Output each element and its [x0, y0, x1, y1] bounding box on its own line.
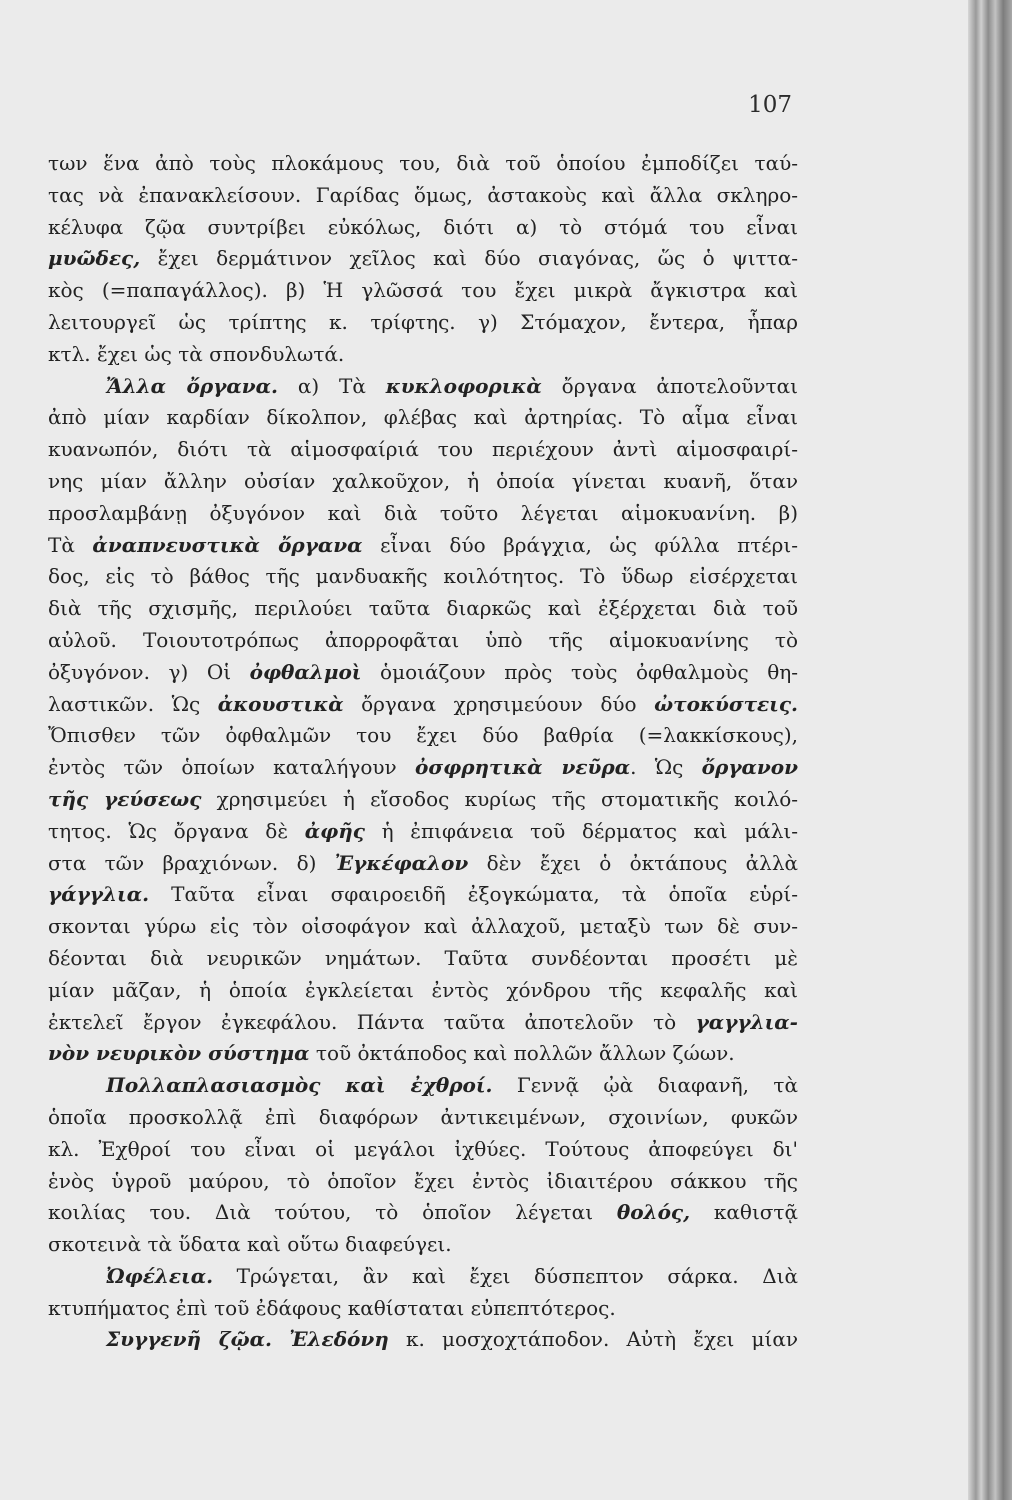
text-run: ἐντὸς τῶν ὁποίων καταλήγουν: [48, 755, 416, 780]
emphasis-term: Ἐγκέφαλον: [334, 850, 469, 875]
text-line: [48, 1261, 798, 1293]
text-run: δέονται διὰ νευρικῶν νημάτων. Ταῦτα συνδέονται προσέτι μὲ: [48, 945, 798, 970]
text-run: λειτουργεῖ ὡς τρίπτης κ. τρίφτης. γ) Στόμαχον, ἔντερα, ἧπαρ: [48, 309, 798, 334]
text-line: [48, 1324, 798, 1356]
emphasis-term: ὠτοκύστεις.: [654, 691, 798, 716]
text-run: δὲν ἔχει ὁ ὀκτάπους ἀλλὰ: [468, 850, 798, 875]
emphasis-term: κυκλοφορικὰ: [385, 373, 542, 398]
text-line: [48, 1197, 798, 1229]
text-run: τητος. Ὡς ὄργανα δὲ: [48, 818, 305, 843]
text-line: [48, 434, 798, 466]
text-line: [48, 275, 798, 307]
text-run: τας νὰ ἐπανακλείσουν. Γαρίδας ὅμως, ἀστακοὺς καὶ ἄλλα σκληρο-: [48, 182, 798, 207]
text-run: κοιλίας του. Διὰ τούτου, τὸ ὁποῖον λέγεται: [48, 1200, 617, 1225]
text-run: κτλ. ἔχει ὡς τὰ σπονδυλωτά.: [48, 341, 345, 366]
text-line: [48, 339, 798, 371]
text-line: [48, 1293, 798, 1325]
text-run: σκοτεινὰ τὰ ὕδατα καὶ οὕτω διαφεύγει.: [48, 1232, 452, 1257]
emphasis-term: τῆς γεύσεως: [48, 786, 202, 811]
text-line: [48, 1102, 798, 1134]
text-run: ἡ ἐπιφάνεια τοῦ δέρματος καὶ μάλι-: [364, 818, 798, 843]
emphasis-term: νὸν νευρικὸν σύστημα: [48, 1041, 310, 1066]
text-run: τοῦ ὀκτάποδος καὶ πολλῶν ἄλλων ζώων.: [309, 1041, 735, 1066]
text-run: κὸς (=παπαγάλλος). β) Ἡ γλῶσσά του ἔχει μικρὰ ἄγκιστρα καὶ: [48, 278, 798, 303]
emphasis-term: ἀναπνευστικὰ ὄργανα: [92, 532, 363, 557]
text-run: νης μίαν ἄλλην οὐσίαν χαλκοῦχον, ἡ ὁποία γίνεται κυανῆ, ὅταν: [48, 468, 798, 493]
text-line: [48, 402, 798, 434]
text-run: α) Τὰ: [278, 373, 386, 398]
text-run: ἀπὸ μίαν καρδίαν δίκολπον, φλέβας καὶ ἀρτηρίας. Τὸ αἷμα εἶναι: [48, 405, 798, 430]
text-run: σκονται γύρω εἰς τὸν οἰσοφάγον καὶ ἀλλαχοῦ, μεταξὺ των δὲ συν-: [48, 914, 798, 939]
page-edge: [968, 0, 1012, 1500]
text-run: [272, 1327, 289, 1351]
emphasis-term: Ὠφέλεια.: [106, 1263, 214, 1288]
text-line: [48, 1070, 798, 1102]
text-line: [48, 243, 798, 275]
text-line: [48, 657, 798, 689]
page-number: 107: [748, 92, 792, 118]
text-run: ἑνὸς ὑγροῦ μαύρου, τὸ ὁποῖον ἔχει ἐντὸς ἰδιαιτέρου σάκκου τῆς: [48, 1168, 798, 1193]
text-run: δος, εἰς τὸ βάθος τῆς μανδυακῆς κοιλότητος. Τὸ ὕδωρ εἰσέρχεται: [48, 564, 798, 589]
text-run: ὄργανα ἀποτελοῦνται: [541, 373, 798, 398]
text-line: [48, 816, 798, 848]
text-line: [48, 943, 798, 975]
text-run: Ὄπισθεν τῶν ὀφθαλμῶν του ἔχει δύο βαθρία (=λακκίσκους),: [48, 723, 798, 748]
emphasis-term: θολός,: [616, 1200, 691, 1225]
emphasis-term: Ἄλλα ὄργανα.: [106, 373, 279, 398]
text-run: καθιστᾷ: [690, 1200, 798, 1225]
text-run: λαστικῶν. Ὡς: [48, 691, 218, 716]
text-line: [48, 561, 798, 593]
text-run: Τὰ: [48, 532, 93, 557]
text-line: [48, 848, 798, 880]
text-line: [48, 180, 798, 212]
text-line: [48, 1038, 798, 1070]
text-run: ἔχει δερμάτινον χεῖλος καὶ δύο σιαγόνας, ὥς ὁ ψιττα-: [140, 246, 798, 271]
text-run: διὰ τῆς σχισμῆς, περιλούει ταῦτα διαρκῶς καὶ ἐξέρχεται διὰ τοῦ: [48, 596, 798, 621]
emphasis-term: γάγγλια.: [48, 882, 150, 907]
emphasis-term: Ἐλεδόνη: [289, 1327, 389, 1352]
text-line: [48, 784, 798, 816]
text-line: [48, 148, 798, 180]
text-line: [48, 752, 798, 784]
text-line: [48, 593, 798, 625]
text-run: στα τῶν βραχιόνων. δ): [48, 850, 335, 875]
text-line: [48, 466, 798, 498]
text-run: Τρώγεται, ἂν καὶ ἔχει δύσπεπτον σάρκα. Διὰ: [213, 1263, 798, 1288]
text-run: ὄργανα χρησιμεύουν δύο: [343, 691, 655, 716]
text-run: των ἕνα ἀπὸ τοὺς πλοκάμους του, διὰ τοῦ ὁποίου ἐμποδίζει ταύ-: [48, 151, 798, 175]
text-run: προσλαμβάνῃ ὀξυγόνον καὶ διὰ τοῦτο λέγεται αἱμοκυανίνη. β): [48, 500, 798, 525]
body-text: [48, 148, 798, 1356]
text-run: κέλυφα ζῷα συντρίβει εὐκόλως, διότι α) τὸ στόμά του εἶναι: [48, 214, 798, 239]
text-run: ὀξυγόνον. γ) Οἱ: [48, 659, 250, 684]
text-run: κτυπήματος ἐπὶ τοῦ ἐδάφους καθίσταται εὐπεπτότερος.: [48, 1295, 616, 1320]
text-line: [48, 371, 798, 403]
text-line: [48, 530, 798, 562]
text-line: [48, 1134, 798, 1166]
text-line: [48, 1229, 798, 1261]
text-line: [48, 975, 798, 1007]
emphasis-term: ἀκουστικὰ: [217, 691, 344, 716]
text-line: [48, 1166, 798, 1198]
text-run: ὁμοιάζουν πρὸς τοὺς ὀφθαλμοὺς θη-: [361, 659, 798, 684]
emphasis-term: Πολλαπλασιασμὸς καὶ ἐχθροί.: [106, 1073, 493, 1098]
emphasis-term: Συγγενῆ ζῷα.: [106, 1327, 273, 1352]
text-run: αὐλοῦ. Τοιουτοτρόπως ἀπορροφᾶται ὑπὸ τῆς αἱμοκυανίνης τὸ: [48, 627, 798, 652]
text-run: μίαν μᾶζαν, ἡ ὁποία ἐγκλείεται ἐντὸς χόνδρου τῆς κεφαλῆς καὶ: [48, 977, 798, 1002]
text-run: Ταῦτα εἶναι σφαιροειδῆ ἐξογκώματα, τὰ ὁποῖα εὑρί-: [149, 882, 798, 907]
text-run: Γεννᾷ ᾠὰ διαφανῆ, τὰ: [492, 1073, 798, 1098]
text-run: χρησιμεύει ἡ εἴσοδος κυρίως τῆς στοματικῆς κοιλό-: [201, 786, 798, 811]
text-run: κ. μοσχοχτάποδον. Αὐτὴ ἔχει μίαν: [388, 1327, 798, 1352]
text-line: [48, 720, 798, 752]
text-run: κλ. Ἐχθροί του εἶναι οἱ μεγάλοι ἰχθύες. Τούτους ἀποφεύγει δι': [48, 1136, 798, 1161]
emphasis-term: ἀφῆς: [304, 818, 365, 843]
text-line: [48, 689, 798, 721]
text-run: . Ὡς: [630, 755, 702, 780]
text-run: κυανωπόν, διότι τὰ αἱμοσφαίριά του περιέχουν ἀντὶ αἱμοσφαιρί-: [48, 437, 798, 462]
text-run: ἐκτελεῖ ἔργον ἐγκεφάλου. Πάντα ταῦτα ἀποτελοῦν τὸ: [48, 1009, 696, 1034]
text-line: [48, 498, 798, 530]
text-run: εἶναι δύο βράγχια, ὡς φύλλα πτέρι-: [362, 532, 798, 557]
emphasis-term: ὀφθαλμοὶ: [249, 659, 362, 684]
text-line: [48, 625, 798, 657]
text-run: ὁποῖα προσκολλᾷ ἐπὶ διαφόρων ἀντικειμένων, σχοινίων, φυκῶν: [48, 1104, 798, 1129]
text-line: [48, 879, 798, 911]
text-line: [48, 1007, 798, 1039]
text-line: [48, 911, 798, 943]
text-line: [48, 307, 798, 339]
emphasis-term: ὀσφρητικὰ νεῦρα: [415, 755, 631, 780]
emphasis-term: γαγγλια-: [695, 1009, 798, 1034]
text-line: [48, 212, 798, 244]
emphasis-term: μυῶδες,: [48, 246, 141, 271]
emphasis-term: ὄργανον: [701, 755, 798, 780]
